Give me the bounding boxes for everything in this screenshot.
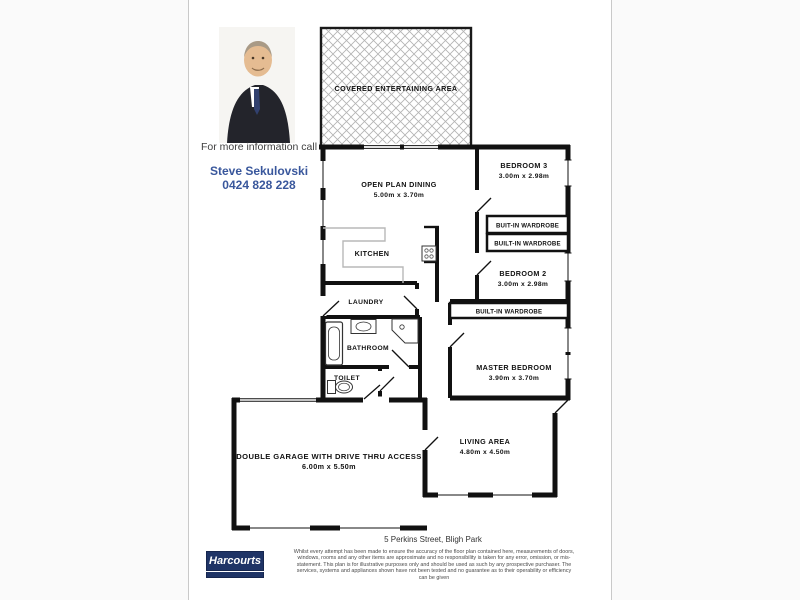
windows bbox=[240, 144, 572, 532]
area-entertaining bbox=[321, 28, 471, 147]
label-living-dims: 4.80m x 4.50m bbox=[459, 449, 511, 456]
label-living-name: LIVING AREA bbox=[459, 437, 511, 446]
cooktop-icon bbox=[422, 246, 436, 261]
label-dining-dims: 5.00m x 3.70m bbox=[373, 192, 425, 199]
bathroom-fixtures bbox=[326, 319, 419, 394]
info-line: For more information call bbox=[200, 141, 318, 153]
label-master-dims: 3.90m x 3.70m bbox=[488, 375, 540, 382]
label-master-name: MASTER BEDROOM bbox=[476, 363, 552, 372]
label-laundry: LAUNDRY bbox=[348, 299, 384, 306]
agent-name: Steve Sekulovski bbox=[209, 164, 309, 178]
label-garage-dims: 6.00m x 5.50m bbox=[302, 462, 356, 471]
sink-icon bbox=[351, 320, 376, 334]
label-bedroom3-name: BEDROOM 3 bbox=[500, 161, 548, 170]
label-toilet: TOILET bbox=[333, 375, 361, 382]
bathtub-icon bbox=[326, 322, 343, 365]
label-bedroom3-dims: 3.00m x 2.98m bbox=[498, 173, 550, 180]
label-wardrobe-bed2: BUILT-IN WARDROBE bbox=[475, 308, 543, 316]
harcourts-logo bbox=[206, 551, 264, 578]
label-kitchen: KITCHEN bbox=[354, 249, 390, 258]
label-garage-name: DOUBLE GARAGE WITH DRIVE THRU ACCESS bbox=[236, 452, 422, 461]
harcourts-logo-text: Harcourts bbox=[206, 551, 264, 571]
exterior-walls bbox=[232, 145, 570, 530]
shower-icon bbox=[392, 319, 418, 343]
label-bedroom2-dims: 3.00m x 2.98m bbox=[497, 281, 549, 288]
harcourts-logo-bar bbox=[206, 572, 264, 578]
wardrobes bbox=[450, 216, 568, 318]
label-wardrobe-bed3-bottom: BUILT-IN WARDROBE bbox=[494, 240, 561, 248]
door-gaps bbox=[320, 190, 481, 404]
disclaimer-text: Whilst every attempt has been made to ensure the accuracy of the floor plan contained here, measurements of doors, windows, rooms and any other items are approximate and no responsibility is taken for any error, omission, or mis-statement. This plan is for illustrative purposes only and should be used as such by any prospective purchaser. The services, systems and appliances shown have not been tested and no guarantee as to their operability or efficiency can be given bbox=[293, 549, 575, 581]
label-bathroom: BATHROOM bbox=[346, 345, 390, 352]
label-wardrobe-bed3-top: BUIT-IN WARDROBE bbox=[495, 222, 560, 230]
label-dining-name: OPEN PLAN DINING bbox=[361, 180, 437, 189]
label-bedroom2-name: BEDROOM 2 bbox=[499, 269, 547, 278]
toilet-icon bbox=[328, 381, 353, 394]
agent-phone: 0424 828 228 bbox=[222, 178, 296, 192]
label-entertaining: COVERED ENTERTAINING AREA bbox=[334, 84, 458, 93]
property-address: 5 Perkins Street, Bligh Park bbox=[384, 535, 482, 544]
